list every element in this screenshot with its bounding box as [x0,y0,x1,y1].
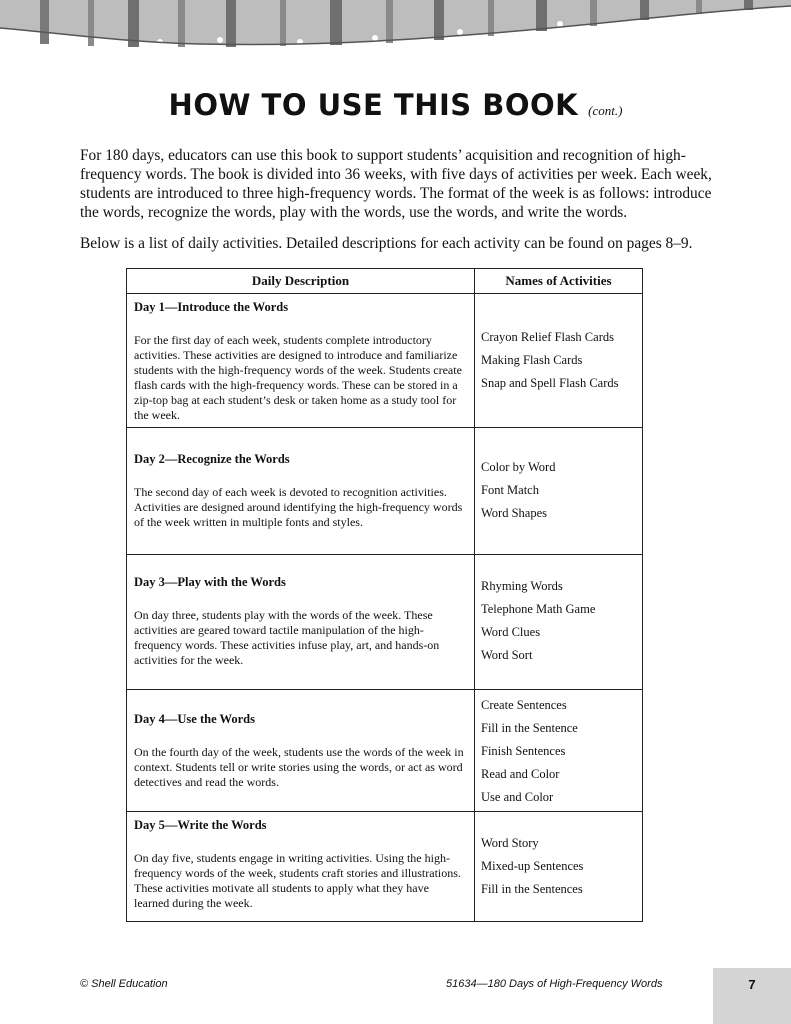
table-header-row [127,269,643,294]
activity-list [481,694,636,809]
day-description-text: On day three, students play with the words of the week. These activities are geared toward tactile manipulation of the high-frequency words. These activities infuse play, art, and hands-on activities for the week. [134,608,440,667]
day-description-text: On the fourth day of the week, students use the words of the week in context. Students tell or write stories using the words, or act as word detectives and read the words. [134,745,464,789]
activity-list [481,326,636,395]
activity-list [481,832,636,901]
footer-book-title: 51634—180 Days of High-Frequency Words [446,978,663,990]
activity-item: Snap and Spell Flash Cards [481,376,619,390]
activity-item: Finish Sentences [481,744,566,758]
activity-item: Crayon Relief Flash Cards [481,330,614,344]
day-description-cell [127,294,475,428]
footer-publisher: © Shell Education [80,978,168,990]
lead-paragraph: Below is a list of daily activities. Detailed descriptions for each activity can be found on pages 8–9. [80,235,693,252]
day-description-cell [127,690,475,812]
activity-item: Font Match [481,483,539,497]
activity-item: Word Clues [481,625,541,639]
activity-list [481,456,636,525]
activity-item: Fill in the Sentence [481,721,578,735]
activities-cell [475,294,643,428]
activity-item: Word Shapes [481,506,547,520]
page-number: 7 [748,977,756,992]
table-row-day-5 [127,812,643,922]
activity-item: Word Story [481,836,539,850]
day-heading: Day 5—Write the Words [134,818,267,832]
day-description-cell [127,555,475,690]
header-names-of-activities: Names of Activities [475,269,643,294]
page-title [0,88,791,122]
table-row-day-3 [127,555,643,690]
activity-item: Create Sentences [481,698,567,712]
table-row-day-1 [127,294,643,428]
day-description-cell [127,812,475,922]
day-heading: Day 4—Use the Words [134,712,255,726]
day-description-text: The second day of each week is devoted to recognition activities. Activities are designed around identifying the high-frequency words of the week written in multiple fonts and styles. [134,485,463,529]
activity-item: Mixed-up Sentences [481,859,584,873]
activity-item: Making Flash Cards [481,353,583,367]
activity-item: Use and Color [481,790,554,804]
page-title-suffix: (cont.) [588,103,623,118]
activities-cell [475,555,643,690]
table-row-day-2 [127,428,643,555]
day-heading: Day 1—Introduce the Words [134,300,289,314]
header-daily-description: Daily Description [127,269,475,294]
activity-item: Rhyming Words [481,579,563,593]
decorative-header-banner [0,0,791,56]
intro-paragraph: For 180 days, educators can use this book to support students’ acquisition and recognition of high-frequency words. The book is divided into 36 weeks, with five days of activities per week. Each week, students are introduced to three high-frequency words. The format of the week is as follows: introduce the words, recognize the words, play with the words, use the words, and write the words. [80,147,712,221]
activity-item: Telephone Math Game [481,602,596,616]
day-description-cell [127,428,475,555]
activity-item: Color by Word [481,460,556,474]
table-row-day-4 [127,690,643,812]
activity-item: Fill in the Sentences [481,882,583,896]
activity-list [481,575,636,667]
day-description-text: On day five, students engage in writing activities. Using the high-frequency words of the week, students craft stories and illustrations. These activities motivate all students to apply what they have learned during the week. [134,851,461,910]
daily-activities-table [126,268,643,922]
day-heading: Day 2—Recognize the Words [134,452,290,466]
activities-cell [475,690,643,812]
page-title-text: HOW TO USE THIS BOOK [168,88,579,122]
page-number-tab [713,968,791,1024]
activity-item: Read and Color [481,767,560,781]
day-heading: Day 3—Play with the Words [134,575,286,589]
day-description-text: For the first day of each week, students complete introductory activities. These activities are designed to introduce and familiarize students with the high-frequency words of the week. Students create flash cards with the high-frequency words. These can be stored in a zip-top bag at each student’s desk or taken home as a study tool for the week. [134,333,462,422]
activity-item: Word Sort [481,648,533,662]
activities-cell [475,812,643,922]
activities-cell [475,428,643,555]
